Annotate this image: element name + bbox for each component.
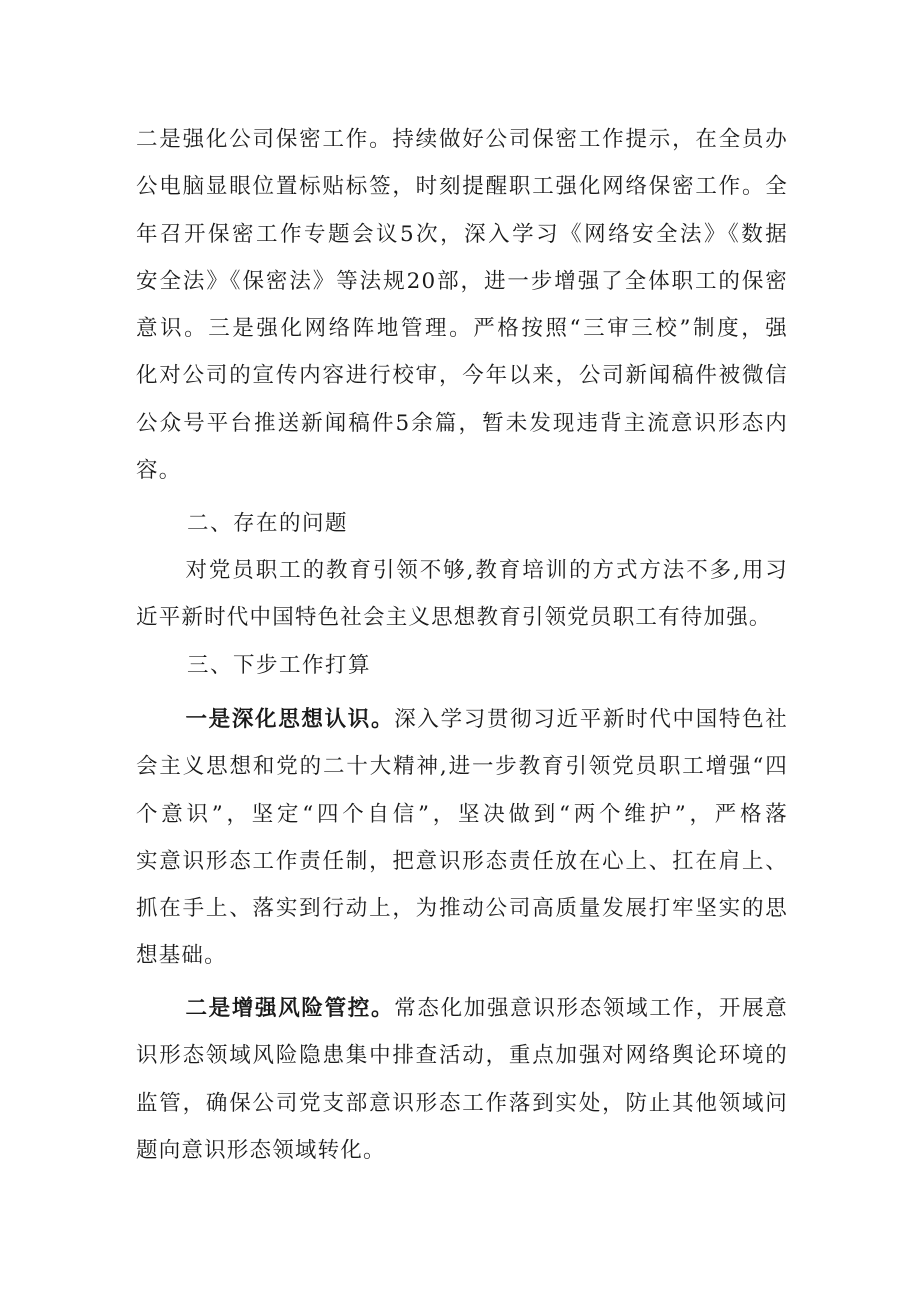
section-heading-next-steps: 三、下步工作打算 [187, 653, 372, 678]
text-line: 会主义思想和党的二十大精神,进一步教育引领党员职工增强“四 [136, 754, 788, 780]
paragraph-problems [136, 547, 788, 642]
paragraph-lead-rest: 常态化加强意识形态领域工作，开展意 [394, 996, 788, 1021]
paragraph-risk-control [136, 985, 788, 1174]
text-line: 近平新时代中国特色社会主义思想教育引领党员职工有待加强。 [136, 605, 772, 631]
text-line: 安全法》《保密法》等法规20部，进一步增强了全体职工的保密 [136, 268, 788, 294]
text-line: 实意识形态工作责任制，把意识形态责任放在心上、扛在肩上、 [136, 848, 788, 874]
text-line [136, 985, 788, 1032]
text-line: 监管，确保公司党支部意识形态工作落到实处，防止其他领域问 [136, 1090, 788, 1116]
text-line: 公众号平台推送新闻稿件5余篇，暂未发现违背主流意识形态内 [136, 410, 788, 436]
text-line: 化对公司的宣传内容进行校审，今年以来，公司新闻稿件被微信 [136, 363, 788, 389]
text-line: 题向意识形态领域转化。 [136, 1137, 386, 1163]
paragraph-deepen-thinking [136, 696, 788, 980]
paragraph-lead: 二是增强风险管控。 [185, 996, 395, 1021]
text-line: 二是强化公司保密工作。持续做好公司保密工作提示，在全员办 [136, 127, 788, 152]
text-line: 对党员职工的教育引领不够,教育培训的方式方法不多,用习 [185, 558, 788, 583]
text-line: 识形态领域风险隐患集中排查活动，重点加强对网络舆论环境的 [136, 1043, 788, 1069]
text-line: 年召开保密工作专题会议5次，深入学习《网络安全法》《数据 [136, 221, 788, 247]
paragraph-lead-rest: 深入学习贯彻习近平新时代中国特色社 [394, 707, 788, 732]
text-line [136, 696, 788, 743]
paragraph-confidentiality [136, 116, 788, 494]
paragraph-lead: 一是深化思想认识。 [185, 707, 395, 732]
text-line: 意识。三是强化网络阵地管理。严格按照“三审三校”制度，强 [136, 316, 788, 342]
text-line: 个意识”，坚定“四个自信”，坚决做到“两个维护”，严格落 [136, 801, 788, 827]
text-line: 想基础。 [136, 943, 227, 969]
text-line: 抓在手上、落实到行动上，为推动公司高质量发展打牢坚实的思 [136, 896, 788, 922]
text-line: 容。 [136, 458, 182, 484]
section-heading-problems: 二、存在的问题 [187, 511, 349, 536]
text-line: 公电脑显眼位置标贴标签，时刻提醒职工强化网络保密工作。全 [136, 174, 788, 200]
